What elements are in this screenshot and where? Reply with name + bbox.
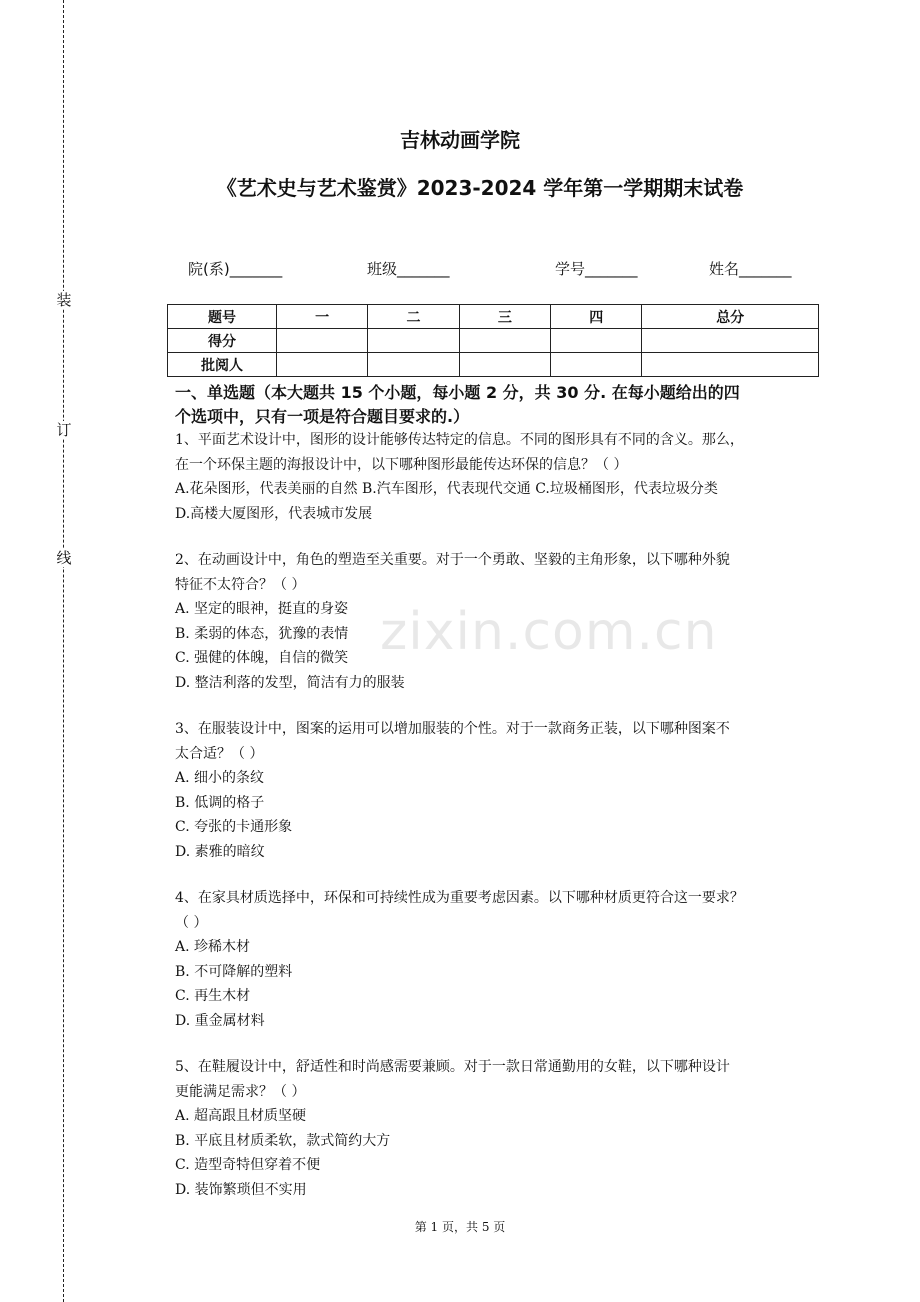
option-line: D.高楼大厦图形，代表城市发展 <box>175 505 373 522</box>
section-heading <box>175 381 825 429</box>
table-cell: 批阅人 <box>168 353 277 377</box>
score-input-cell[interactable] <box>459 329 550 353</box>
question-stem: 1、平面艺术设计中，图形的设计能够传达特定的信息。不同的图形具有不同的含义。那么， <box>175 432 744 448</box>
question-stem: 2、在动画设计中，角色的塑造至关重要。对于一个勇敢、坚毅的主角形象，以下哪种外貌 <box>175 552 730 568</box>
grader-input-cell[interactable] <box>551 353 642 377</box>
question-1 <box>175 428 820 526</box>
grader-input-cell[interactable] <box>642 353 819 377</box>
question-stem: 更能满足需求？（ ） <box>175 1083 306 1100</box>
exam-title: 《艺术史与艺术鉴赏》2023-2024 学年第一学期期末试卷 <box>216 176 744 200</box>
option-b: B. 低调的格子 <box>175 794 265 811</box>
table-cell: 三 <box>459 305 550 329</box>
option-c: C. 再生木材 <box>175 988 251 1004</box>
table-row <box>168 353 819 377</box>
field-class: 班级_______ <box>367 260 450 278</box>
field-name: 姓名_______ <box>709 260 792 278</box>
table-cell: 一 <box>277 305 368 329</box>
option-b: B. 柔弱的体态，犹豫的表情 <box>175 625 349 642</box>
table-cell: 四 <box>551 305 642 329</box>
score-input-cell[interactable] <box>642 329 819 353</box>
option-d: D. 装饰繁琐但不实用 <box>175 1181 307 1198</box>
option-c: C. 夸张的卡通形象 <box>175 819 293 835</box>
question-stem: （ ） <box>175 914 208 931</box>
option-a: A. 细小的条纹 <box>175 770 265 786</box>
section-heading-line: 一、单选题（本大题共 15 个小题，每小题 2 分，共 30 分. 在每小题给出的四 <box>175 383 740 402</box>
table-cell: 二 <box>368 305 459 329</box>
score-input-cell[interactable] <box>368 329 459 353</box>
binding-char-xian: 线 <box>56 549 72 567</box>
table-cell: 总分 <box>642 305 819 329</box>
option-c: C. 强健的体魄，自信的微笑 <box>175 650 349 666</box>
field-department: 院(系)_______ <box>188 260 283 278</box>
option-d: D. 重金属材料 <box>175 1012 265 1029</box>
binding-char-zhuang: 装 <box>56 291 72 309</box>
question-4 <box>175 886 820 1033</box>
question-5 <box>175 1055 820 1202</box>
school-name: 吉林动画学院 <box>400 128 520 152</box>
table-row <box>168 305 819 329</box>
option-b: B. 不可降解的塑料 <box>175 963 293 980</box>
option-d: D. 素雅的暗纹 <box>175 843 265 860</box>
option-b: B. 平底且材质柔软，款式简约大方 <box>175 1132 391 1149</box>
question-stem: 太合适？（ ） <box>175 745 264 762</box>
table-row <box>168 329 819 353</box>
grader-input-cell[interactable] <box>277 353 368 377</box>
question-3 <box>175 717 820 864</box>
score-input-cell[interactable] <box>551 329 642 353</box>
question-stem: 在一个环保主题的海报设计中，以下哪种图形最能传达环保的信息？（ ） <box>175 456 628 473</box>
question-stem: 5、在鞋履设计中，舒适性和时尚感需要兼顾。对于一款日常通勤用的女鞋，以下哪种设计 <box>175 1059 730 1075</box>
question-stem: 4、在家具材质选择中，环保和可持续性成为重要考虑因素。以下哪种材质更符合这一要求？ <box>175 890 744 906</box>
grader-input-cell[interactable] <box>368 353 459 377</box>
question-stem: 特征不太符合？（ ） <box>175 576 306 593</box>
score-table <box>167 304 819 377</box>
page-number: 第 1 页，共 5 页 <box>414 1220 506 1234</box>
grader-input-cell[interactable] <box>459 353 550 377</box>
option-a: A. 坚定的眼神，挺直的身姿 <box>175 601 349 617</box>
option-c: C. 造型奇特但穿着不便 <box>175 1157 321 1173</box>
option-a: A. 超高跟且材质坚硬 <box>175 1108 307 1124</box>
option-line: A.花朵图形，代表美丽的自然 B.汽车图形，代表现代交通 C.垃圾桶图形，代表垃圾分类 <box>175 481 718 497</box>
question-stem: 3、在服装设计中，图案的运用可以增加服装的个性。对于一款商务正装，以下哪种图案不 <box>175 721 730 737</box>
option-a: A. 珍稀木材 <box>175 939 251 955</box>
section-heading-line: 个选项中，只有一项是符合题目要求的.） <box>175 407 470 426</box>
option-d: D. 整洁利落的发型，简洁有力的服装 <box>175 674 405 691</box>
table-cell: 得分 <box>168 329 277 353</box>
score-input-cell[interactable] <box>277 329 368 353</box>
table-cell: 题号 <box>168 305 277 329</box>
binding-char-ding: 订 <box>56 421 72 439</box>
field-student-id: 学号_______ <box>555 260 638 278</box>
watermark: zixin.com.cn <box>380 602 718 662</box>
